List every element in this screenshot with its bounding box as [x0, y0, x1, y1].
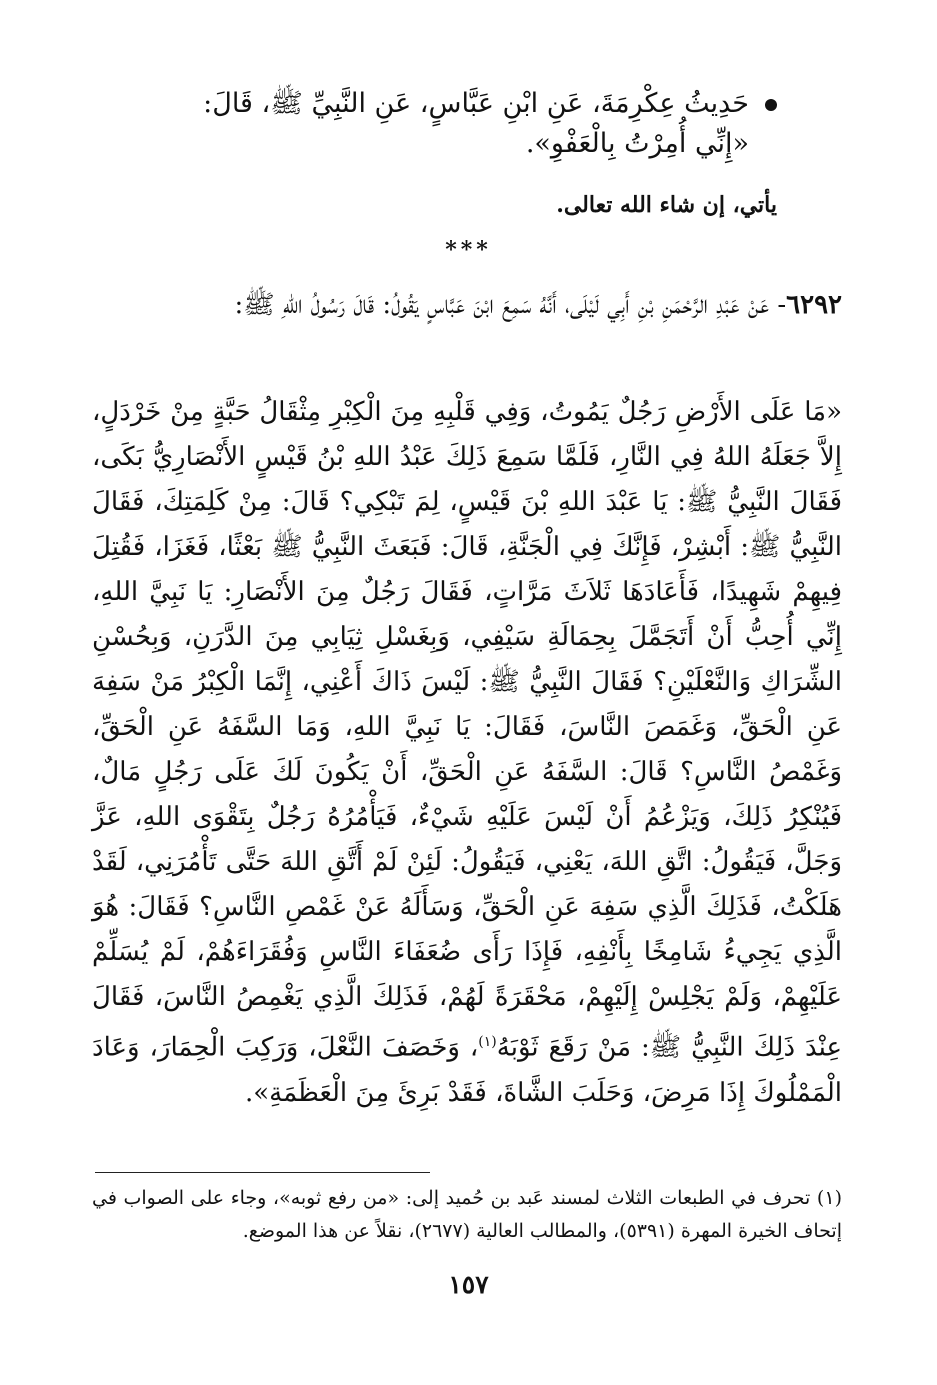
- editor-note: يأتي، إن شاء الله تعالى.: [556, 192, 777, 218]
- bullet-dot-icon: [765, 99, 777, 111]
- bullet-line-1: حَدِيثُ عِكْرِمَةَ، عَنِ ابْنِ عَبَّاسٍ، عَنِ النَّبِيِّ ﷺ، قَالَ:: [203, 88, 749, 119]
- hadith-body-main: «مَا عَلَى الأَرْضِ رَجُلٌ يَمُوتُ، وَفِي قَلْبِهِ مِنَ الْكِبْرِ مِثْقَالُ حَبَّةٍ مِنْ خَرْدَلٍ، إِلاَّ جَعَلَهُ اللهُ فِي النَّارِ، فَلَمَّا سَمِعَ ذَلِكَ عَبْدُ اللهِ بْنُ قَيْسٍ الأَنْصَارِيُّ بَكَى، فَقَالَ النَّبِيُّ ﷺ: يَا عَبْدَ اللهِ بْنَ قَيْسٍ، لِمَ تَبْكِي؟ قَالَ: مِنْ كَلِمَتِكَ، فَقَالَ النَّبِيُّ ﷺ: أَبْشِرْ، فَإِنَّكَ فِي الْجَنَّةِ، قَالَ: فَبَعَثَ النَّبِيُّ ﷺ بَعْثًا، فَغَزَا، فَقُتِلَ فِيهِمْ شَهِيدًا، فَأَعَادَهَا ثَلاَثَ مَرَّاتٍ، فَقَالَ رَجُلٌ مِنَ الأَنْصَارِ: يَا نَبِيَّ اللهِ، إِنِّي أُحِبُّ أَنْ أَتَجَمَّلَ بِحِمَالَةِ سَيْفِي، وَبِغَسْلِ ثِيَابِي مِنَ الدَّرَنِ، وَبِحُسْنِ الشِّرَاكِ وَالنَّعْلَيْنِ؟ فَقَالَ النَّبِيُّ ﷺ: لَيْسَ ذَاكَ أَعْنِي، إِنَّمَا الْكِبْرُ مَنْ سَفِهَ عَنِ الْحَقِّ، وَغَمَصَ النَّاسَ، فَقَالَ: يَا نَبِيَّ اللهِ، وَمَا السَّفَهُ عَنِ الْحَقِّ، وَغَمْصُ النَّاسِ؟ قَالَ: السَّفَهُ عَنِ الْحَقِّ، أَنْ يَكُونَ لَكَ عَلَى رَجُلٍ مَالٌ، فَيُنْكِرُ ذَلِكَ، وَيَزْعُمُ أَنْ لَيْسَ عَلَيْهِ شَيْءٌ، فَيَأْمُرُهُ رَجُلٌ بِتَقْوَى اللهِ، عَزَّ وَجَلَّ، فَيَقُولُ: اتَّقِ اللهَ، يَعْنِي، فَيَقُولُ: لَئِنْ لَمْ أَتَّقِ اللهَ حَتَّى تَأْمُرَنِي، لَقَدْ هَلَكْتُ، فَذَلِكَ الَّذِي سَفِهَ عَنِ الْحَقِّ، وَسَأَلَهُ عَنْ غَمْصِ النَّاسِ؟ فَقَالَ: هُوَ الَّذِي يَجِيءُ شَامِخًا بِأَنْفِهِ، فَإِذَا رَأَى ضُعَفَاءَ النَّاسِ وَفُقَرَاءَهُمْ، لَمْ يُسَلِّمْ عَلَيْهِمْ، وَلَمْ يَجْلِسْ إِلَيْهِمْ، مَحْقَرَةً لَهُمْ، فَذَلِكَ الَّذِي يَغْمِصُ النَّاسَ، فَقَالَ عِنْدَ ذَلِكَ النَّبِيُّ ﷺ: مَنْ رَقَعَ ثَوْبَهُ: [92, 397, 843, 1063]
- bullet-line-2: «إِنِّي أُمِرْتُ بِالْعَفْوِ».: [525, 128, 749, 159]
- section-separator: ***: [445, 237, 492, 263]
- hadith-body-end: ، وَخَصَفَ النَّعْلَ، وَرَكِبَ الْحِمَارَ، وَعَادَ الْمَمْلُوكَ إِذَا مَرِضَ، وَحَلَبَ الشَّاةَ، فَقَدْ بَرِئَ مِنَ الْعَظَمَةِ».: [92, 1032, 842, 1108]
- footnote: (١) تحرف في الطبعات الثلاث لمسند عَبد بن حُميد إلى: «من رفع ثوبه»، وجاء على الصواب في إتحاف الخيرة المهرة (٥٣٩١)، والمطالب العالية (٢٦٧٧)، نقلاً عن هذا الموضع.: [92, 1187, 842, 1242]
- hadith-header: [92, 282, 842, 328]
- bullet-line: [137, 84, 777, 124]
- hadith-text: [92, 390, 842, 1116]
- footnote-divider: [95, 1172, 430, 1173]
- bullet-hadith-reference: [137, 84, 777, 164]
- footnote-marker: (١): [478, 1034, 497, 1050]
- hadith-intro: - عَنْ عَبْدِ الرَّحْمَنِ بْنِ أَبِي لَيْلَى، أَنَّهُ سَمِعَ ابْنَ عَبَّاسٍ يَقُولُ: قَالَ رَسُولُ اللهِ ﷺ:: [234, 290, 787, 320]
- page-number: ١٥٧: [448, 1270, 489, 1299]
- hadith-number: ٦٢٩٢: [786, 290, 842, 320]
